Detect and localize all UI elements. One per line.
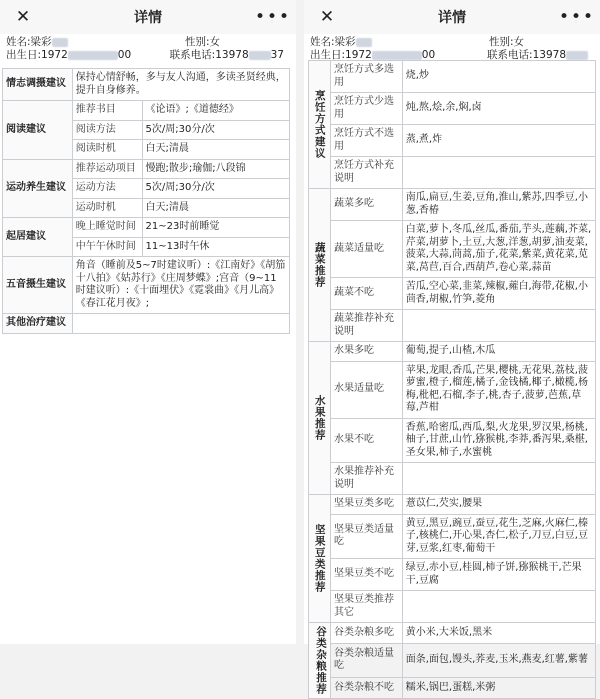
sub-cell: 烹饪方式不选用 — [330, 125, 402, 157]
table-row — [309, 643, 596, 677]
sub-cell: 晚上睡觉时间 — [72, 218, 142, 238]
page-title: 详情 — [134, 10, 162, 26]
category-cell: 情志调摄建议 — [3, 69, 73, 101]
gender-field: 性别:女 — [184, 36, 220, 48]
sub-cell: 坚果豆类多吃 — [330, 495, 402, 515]
left-screen — [0, 0, 296, 644]
sub-cell: 谷类杂粮适量吃 — [330, 643, 402, 677]
table-row — [3, 218, 290, 238]
value-cell: 蒸,煮,炸 — [402, 125, 595, 157]
table-row — [309, 591, 596, 623]
table-row — [309, 463, 596, 495]
sub-cell: 蔬菜推荐补充说明 — [330, 310, 402, 342]
value-cell — [402, 463, 595, 495]
value-cell: 《论语》;《道德经》 — [142, 101, 290, 121]
category-cell: 阅读建议 — [3, 101, 73, 160]
category-cell: 烹饪方式建议 — [309, 61, 331, 189]
value-cell: 白菜,萝卜,冬瓜,丝瓜,番茄,芋头,莲藕,芥菜,芹菜,胡萝卜,土豆,大葱,洋葱,胡萝,油麦菜,菠菜,大蒜,茼蒿,茄子,花菜,紫菜,黄花菜,苋菜,莴苣,百合,西葫芦,卷心菜,蒜苗 — [402, 221, 595, 278]
sub-cell: 烹饪方式少选用 — [330, 93, 402, 125]
sub-cell: 中午午休时间 — [72, 237, 142, 257]
value-cell: 5次/周;30分/次 — [142, 179, 290, 199]
table-row — [309, 189, 596, 221]
table-row — [309, 310, 596, 342]
category-cell: 运动养生建议 — [3, 159, 73, 218]
birth-field: 出生日:1972 00 — [310, 49, 436, 61]
category-cell: 水果推荐 — [309, 342, 331, 495]
sub-cell: 谷类杂粮多吃 — [330, 623, 402, 644]
value-cell: 炖,熬,烩,余,焖,卤 — [402, 93, 595, 125]
sub-cell: 推荐书目 — [72, 101, 142, 121]
value-cell: 糯米,锅巴,蛋糕,米粥 — [402, 678, 595, 699]
more-icon[interactable]: ••• — [254, 7, 292, 27]
advice-table — [2, 68, 290, 334]
sub-cell: 蔬菜适量吃 — [330, 221, 402, 278]
category-cell: 五音摄生建议 — [3, 257, 73, 314]
value-cell: 11~13时午休 — [142, 237, 290, 257]
value-cell: 南瓜,扁豆,生姜,豆角,淮山,紫苏,四季豆,小葱,香椿 — [402, 189, 595, 221]
close-icon[interactable]: ✕ — [15, 7, 31, 27]
table-row — [309, 278, 596, 310]
sub-cell: 推荐运动项目 — [72, 159, 142, 179]
table-row — [309, 418, 596, 463]
category-cell: 坚果豆类推荐 — [309, 495, 331, 623]
value-cell: 苹果,龙眼,香瓜,芒果,樱桃,无花果,荔枝,菠萝蜜,橙子,榴莲,橘子,金钱橘,椰子,橄榄,杨梅,枇杷,石榴,李子,桃,杏子,菠萝,芭蕉,草莓,芦柑 — [402, 361, 595, 418]
value-cell: 慢跑;散步;瑜伽;八段锦 — [142, 159, 290, 179]
sub-cell: 水果不吃 — [330, 418, 402, 463]
more-icon[interactable]: ••• — [558, 7, 596, 27]
value-cell — [72, 314, 289, 334]
table-row — [309, 125, 596, 157]
value-cell: 白天;清晨 — [142, 140, 290, 160]
table-row — [309, 361, 596, 418]
sub-cell: 水果推荐补充说明 — [330, 463, 402, 495]
diet-table — [308, 60, 596, 699]
sub-cell: 烹饪方式补充说明 — [330, 157, 402, 189]
patient-info — [0, 34, 296, 68]
value-cell: 角音（睡前及5~7时建议听）:《江南好》《胡笳十八拍》《姑苏行》《庄周梦蝶》;宫音（9~11时建议听）:《十面埋伏》《霓裳曲》《月儿高》《春江花月夜》; — [72, 257, 289, 314]
value-cell: 黄豆,黑豆,豌豆,蚕豆,花生,芝麻,火麻仁,榛子,核桃仁,开心果,杏仁,松子,刀豆,白豆,豆芽,豆浆,红枣,葡萄干 — [402, 514, 595, 559]
value-cell: 21~23时前睡觉 — [142, 218, 290, 238]
gender-field: 性别:女 — [488, 36, 524, 48]
table-row — [3, 69, 290, 101]
sub-cell: 阅读方法 — [72, 120, 142, 140]
phone-field: 联系电话:13978 — [487, 49, 588, 62]
value-cell: 绿豆,赤小豆,桂圆,柿子饼,猕猴桃干,芒果干,豆腐 — [402, 559, 595, 591]
category-cell: 蔬菜推荐 — [309, 189, 331, 342]
table-row — [3, 101, 290, 121]
sub-cell: 烹饪方式多选用 — [330, 61, 402, 93]
table-row — [309, 61, 596, 93]
close-icon[interactable]: ✕ — [319, 7, 335, 27]
sub-cell: 水果多吃 — [330, 342, 402, 362]
birth-field: 出生日:1972 00 — [6, 49, 132, 61]
sub-cell: 水果适量吃 — [330, 361, 402, 418]
page-title: 详情 — [438, 10, 466, 26]
value-cell: 面条,面包,馒头,荞麦,玉米,燕麦,红薯,紫薯 — [402, 643, 595, 677]
table-row — [309, 623, 596, 644]
diet-table-viewport[interactable] — [308, 60, 596, 695]
name-field: 姓名:梁彩 — [6, 36, 68, 49]
value-cell: 薏苡仁,芡实,腰果 — [402, 495, 595, 515]
value-cell: 保持心情舒畅，多与友人沟通，多读圣贤经典，提升自身修养。 — [72, 69, 289, 101]
table-row — [309, 495, 596, 515]
table-row — [3, 257, 290, 314]
category-cell: 起居建议 — [3, 218, 73, 257]
value-cell: 葡萄,提子,山楂,木瓜 — [402, 342, 595, 362]
phone-field: 联系电话:13978 37 — [169, 49, 284, 61]
value-cell — [402, 310, 595, 342]
table-row — [309, 559, 596, 591]
sub-cell: 坚果豆类推荐其它 — [330, 591, 402, 623]
table-row — [3, 159, 290, 179]
sub-cell: 运动时机 — [72, 198, 142, 218]
sub-cell: 蔬菜不吃 — [330, 278, 402, 310]
sub-cell: 阅读时机 — [72, 140, 142, 160]
top-bar — [0, 0, 296, 34]
value-cell — [402, 157, 595, 189]
name-field: 姓名:梁彩 — [310, 36, 372, 49]
table-row — [3, 314, 290, 334]
table-row — [309, 342, 596, 362]
right-screen — [304, 0, 600, 695]
sub-cell: 蔬菜多吃 — [330, 189, 402, 221]
sub-cell: 坚果豆类不吃 — [330, 559, 402, 591]
value-cell: 苦瓜,空心菜,韭菜,辣椒,蕹白,海带,花椒,小茴香,胡椒,竹笋,菱角 — [402, 278, 595, 310]
value-cell: 5次/周;30分/次 — [142, 120, 290, 140]
value-cell: 黄小米,大米饭,黑米 — [402, 623, 595, 644]
sub-cell: 谷类杂粮不吃 — [330, 678, 402, 699]
category-cell: 其他治疗建议 — [3, 314, 73, 334]
value-cell: 香蕉,哈密瓜,西瓜,梨,火龙果,罗汉果,杨桃,柚子,甘蔗,山竹,猕猴桃,李莽,番泻果,桑椹,圣女果,柿子,水蜜桃 — [402, 418, 595, 463]
value-cell — [402, 591, 595, 623]
value-cell: 烧,炒 — [402, 61, 595, 93]
sub-cell: 运动方法 — [72, 179, 142, 199]
table-row — [309, 514, 596, 559]
table-row — [309, 157, 596, 189]
table-row — [309, 221, 596, 278]
category-cell: 谷类杂粮推荐 — [309, 623, 331, 699]
table-row — [309, 93, 596, 125]
table-row — [309, 678, 596, 699]
top-bar — [304, 0, 600, 34]
value-cell: 白天;清晨 — [142, 198, 290, 218]
sub-cell: 坚果豆类适量吃 — [330, 514, 402, 559]
